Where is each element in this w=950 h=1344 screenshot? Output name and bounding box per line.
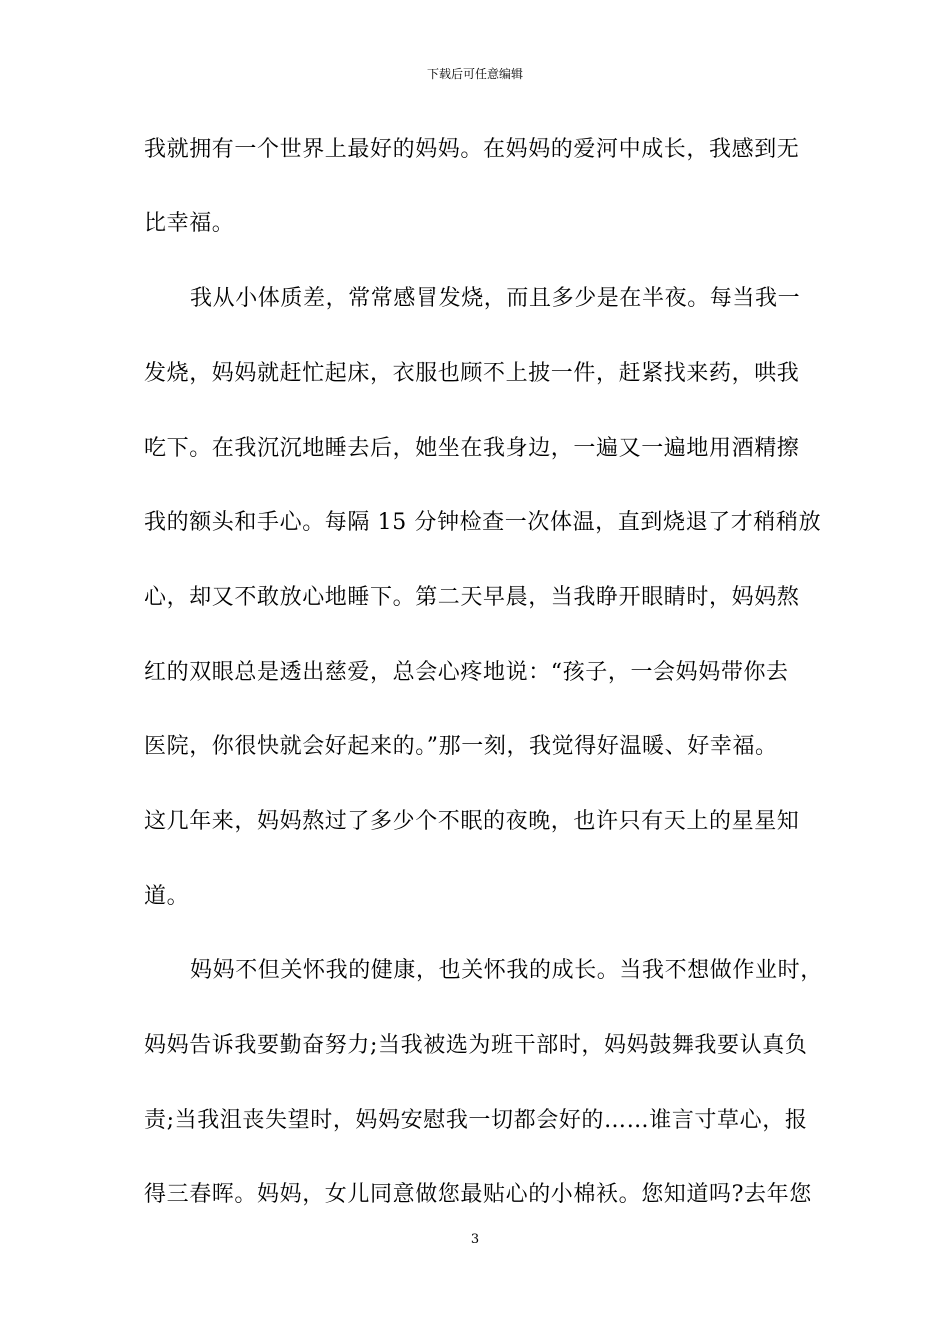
text-line: 我的额头和手心。每隔 15 分钟检查一次体温，直到烧退了才稍稍放 (144, 510, 822, 535)
text-line: 心，却又不敢放心地睡下。第二天早晨，当我睁开眼睛时，妈妈熬 (144, 585, 800, 610)
text-line: 得三春晖。妈妈，女儿同意做您最贴心的小棉袄。您知道吗?去年您 (144, 1182, 812, 1207)
text-line: 吃下。在我沉沉地睡去后，她坐在我身边，一遍又一遍地用酒精擦 (144, 436, 800, 461)
text-line: 发烧，妈妈就赶忙起床，衣服也顾不上披一件，赶紧找来药，哄我 (144, 361, 800, 386)
text-line: 医院，你很快就会好起来的。”那一刻，我觉得好温暖、好幸福。 (144, 734, 778, 759)
text-line: 比幸福。 (144, 211, 235, 236)
text-line: 这几年来，妈妈熬过了多少个不眠的夜晚，也许只有天上的星星知 (144, 809, 800, 834)
text-line: 妈妈告诉我要勤奋努力;当我被选为班干部时，妈妈鼓舞我要认真负 (144, 1033, 808, 1058)
text-line: 我就拥有一个世界上最好的妈妈。在妈妈的爱河中成长，我感到无 (144, 137, 800, 162)
page-number: 3 (470, 1232, 480, 1247)
text-line: 责;当我沮丧失望时，妈妈安慰我一切都会好的……谁言寸草心，报 (144, 1108, 808, 1133)
paragraph-first-line: 妈妈不但关怀我的健康，也关怀我的成长。当我不想做作业时， (190, 958, 823, 983)
text-line: 红的双眼总是透出慈爱，总会心疼地说：“孩子，一会妈妈带你去 (144, 660, 789, 685)
paragraph-first-line: 我从小体质差，常常感冒发烧，而且多少是在半夜。每当我一 (190, 286, 801, 311)
text-line: 道。 (144, 884, 190, 909)
page-header: 下载后可任意编辑 (426, 67, 523, 81)
